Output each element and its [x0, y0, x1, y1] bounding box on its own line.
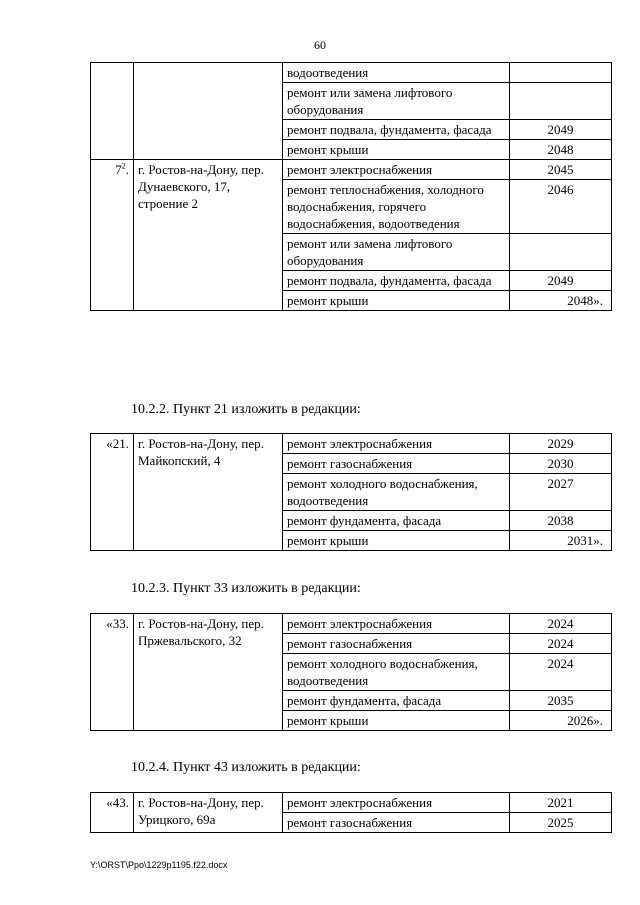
work-type-cell: ремонт или замена лифтового оборудования	[283, 234, 510, 271]
year-cell: 2021	[510, 793, 612, 813]
work-type-cell: ремонт подвала, фундамента, фасада	[283, 271, 510, 291]
work-type-cell: ремонт крыши	[283, 531, 510, 551]
table-row	[91, 63, 612, 83]
work-type-cell: ремонт газоснабжения	[283, 634, 510, 654]
item-number: «43.	[91, 793, 134, 833]
work-type-cell: ремонт крыши	[283, 291, 510, 311]
work-type-cell: ремонт электроснабжения	[283, 434, 510, 454]
year-cell: 2024	[510, 654, 612, 691]
year-cell: 2030	[510, 454, 612, 474]
year-cell: 2024	[510, 614, 612, 634]
work-type-cell: ремонт электроснабжения	[283, 614, 510, 634]
work-type-cell: ремонт электроснабжения	[283, 793, 510, 813]
table-repair-schedule-43	[90, 792, 612, 833]
paragraph-10-2-3: 10.2.3. Пункт 33 изложить в редакции:	[131, 581, 361, 596]
year-cell: 2038	[510, 511, 612, 531]
work-type-cell: ремонт теплоснабжения, холодного водоснабжения, горячего водоснабжения, водоотведения	[283, 180, 510, 234]
year-cell: 2048».	[510, 291, 612, 311]
work-type-cell: ремонт холодного водоснабжения, водоотведения	[283, 474, 510, 511]
work-type-cell: ремонт электроснабжения	[283, 160, 510, 180]
table-row	[91, 434, 612, 454]
year-cell	[510, 83, 612, 120]
table-repair-schedule-21	[90, 433, 612, 551]
year-cell: 2035	[510, 691, 612, 711]
year-cell: 2049	[510, 120, 612, 140]
work-type-cell: ремонт фундамента, фасада	[283, 511, 510, 531]
year-cell: 2027	[510, 474, 612, 511]
address-cell: г. Ростов-на-Дону, пер. Урицкого, 69а	[134, 793, 283, 833]
year-cell: 2025	[510, 813, 612, 833]
address-cell: г. Ростов-на-Дону, пер. Майкопский, 4	[134, 434, 283, 551]
item-number: $7^2$.	[91, 160, 134, 311]
page-number: 60	[314, 38, 326, 52]
table-row	[91, 614, 612, 634]
address-cell: г. Ростов-на-Дону, пер. Пржевальского, 32	[134, 614, 283, 731]
table-repair-schedule-33	[90, 613, 612, 731]
work-type-cell: ремонт газоснабжения	[283, 813, 510, 833]
work-type-cell: ремонт или замена лифтового оборудования	[283, 83, 510, 120]
year-cell: 2031».	[510, 531, 612, 551]
work-type-cell: ремонт газоснабжения	[283, 454, 510, 474]
table-row	[91, 793, 612, 813]
year-cell: 2026».	[510, 711, 612, 731]
address-cell: г. Ростов-на-Дону, пер. Дунаевского, 17, строение 2	[134, 160, 283, 311]
work-type-cell: ремонт крыши	[283, 140, 510, 160]
paragraph-10-2-2: 10.2.2. Пункт 21 изложить в редакции:	[131, 402, 361, 417]
year-cell: 2049	[510, 271, 612, 291]
table-row	[91, 160, 612, 180]
item-number: «33.	[91, 614, 134, 731]
year-cell: 2048	[510, 140, 612, 160]
year-cell	[510, 63, 612, 83]
work-type-cell: ремонт подвала, фундамента, фасада	[283, 120, 510, 140]
table-repair-schedule-1	[90, 62, 612, 311]
item-number: «21.	[91, 434, 134, 551]
file-path-footer: Y:\ORST\Ppo\1229p1195.f22.docx	[90, 860, 228, 870]
year-cell: 2024	[510, 634, 612, 654]
work-type-cell: ремонт фундамента, фасада	[283, 691, 510, 711]
work-type-cell: водоотведения	[283, 63, 510, 83]
year-cell: 2029	[510, 434, 612, 454]
work-type-cell: ремонт холодного водоснабжения, водоотведения	[283, 654, 510, 691]
year-cell: 2045	[510, 160, 612, 180]
work-type-cell: ремонт крыши	[283, 711, 510, 731]
paragraph-10-2-4: 10.2.4. Пункт 43 изложить в редакции:	[131, 760, 361, 775]
year-cell	[510, 234, 612, 271]
year-cell: 2046	[510, 180, 612, 234]
